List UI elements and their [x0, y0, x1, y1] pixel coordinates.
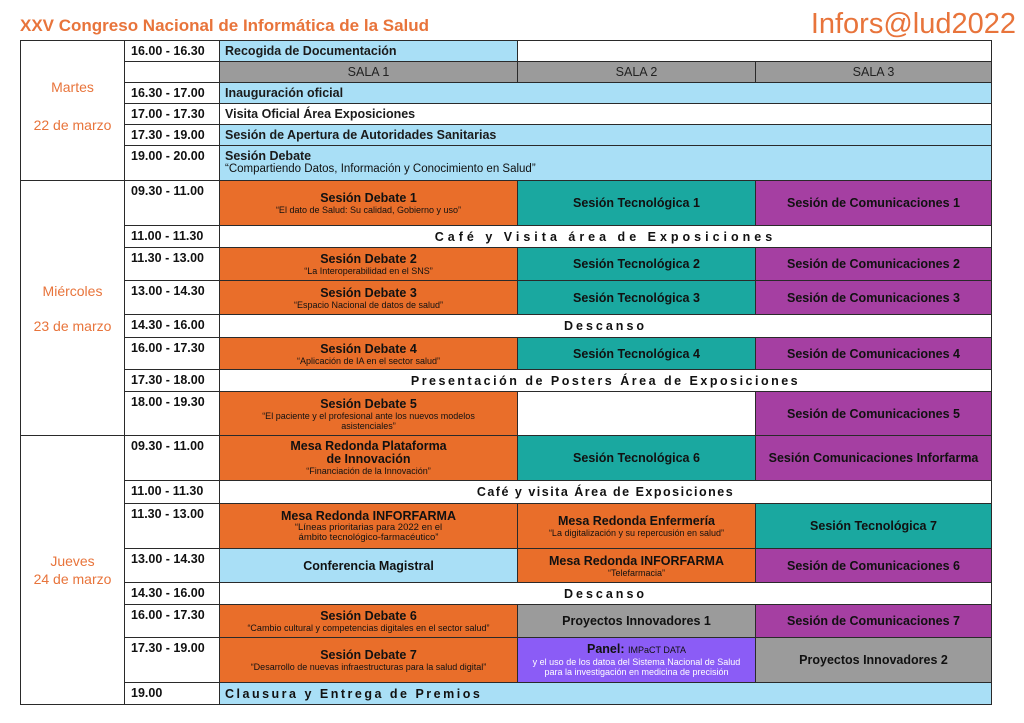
time-slot: 16.00 - 17.30 — [124, 337, 220, 370]
session-debate-6: Sesión Debate 6 “Cambio cultural y competencias digitales en el sector salud” — [219, 604, 518, 638]
time-slot: 19.00 - 20.00 — [124, 145, 220, 181]
break-descanso-thursday: Descanso — [219, 582, 992, 605]
time-slot: 16.00 - 17.30 — [124, 604, 220, 638]
time-slot: 16.00 - 16.30 — [124, 40, 220, 62]
session-comunicaciones-4: Sesión de Comunicaciones 4 — [755, 337, 992, 370]
break-descanso-wednesday: Descanso — [219, 314, 992, 338]
session-comunicaciones-2: Sesión de Comunicaciones 2 — [755, 247, 992, 281]
time-slot: 09.30 - 11.00 — [124, 435, 220, 481]
session-mesa-enfermeria: Mesa Redonda Enfermería “La digitalización y su repercusión en salud” — [517, 503, 756, 549]
session-clausura: Clausura y Entrega de Premios — [219, 682, 992, 705]
time-slot: 09.30 - 11.00 — [124, 180, 220, 226]
room-header-sala3: SALA 3 — [755, 61, 992, 83]
time-slot: 19.00 — [124, 682, 220, 705]
day-date-thursday: 24 de marzo — [33, 571, 112, 587]
session-debate-4: Sesión Debate 4 “Aplicación de IA en el sector salud” — [219, 337, 518, 370]
day-name-wednesday: Miércoles — [42, 283, 103, 299]
time-slot: 13.00 - 14.30 — [124, 280, 220, 315]
brand-logo: Infors@lud2022 — [810, 8, 1016, 40]
time-slot: 11.30 - 13.00 — [124, 503, 220, 549]
session-comunicaciones-5: Sesión de Comunicaciones 5 — [755, 391, 992, 436]
session-tecnologica-6: Sesión Tecnológica 6 — [517, 435, 756, 481]
time-slot: 14.30 - 16.00 — [124, 582, 220, 605]
session-tecnologica-1: Sesión Tecnológica 1 — [517, 180, 756, 226]
session-tecnologica-7: Sesión Tecnológica 7 — [755, 503, 992, 549]
session-comunicaciones-1: Sesión de Comunicaciones 1 — [755, 180, 992, 226]
session-apertura: Sesión de Apertura de Autoridades Sanitarias — [219, 124, 992, 146]
session-mesa-telefarmacia: Mesa Redonda INFORFARMA “Telefarmacia” — [517, 548, 756, 583]
session-debate-7: Sesión Debate 7 “Desarrollo de nuevas infraestructuras para la salud digital” — [219, 637, 518, 683]
session-visita-oficial: Visita Oficial Área Exposiciones — [219, 103, 992, 125]
empty-cell — [517, 40, 992, 62]
empty-cell — [124, 61, 220, 83]
time-slot: 11.30 - 13.00 — [124, 247, 220, 281]
session-debate-3: Sesión Debate 3 “Espacio Nacional de datos de salud” — [219, 280, 518, 315]
session-mesa-inforfarma: Mesa Redonda INFORFARMA “Líneas prioritarias para 2022 en el ámbito tecnológico-farmacéutico” — [219, 503, 518, 549]
session-debate-5: Sesión Debate 5 “El paciente y el profesional ante los nuevos modelos asistenciales” — [219, 391, 518, 436]
session-comunicaciones-3: Sesión de Comunicaciones 3 — [755, 280, 992, 315]
session-conferencia-magistral: Conferencia Magistral — [219, 548, 518, 583]
session-panel-impact: Panel: IMPaCT DATA y el uso de los datoa del Sistema Nacional de Salud para la investigación en medicina de precisión — [517, 637, 756, 683]
time-slot: 18.00 - 19.30 — [124, 391, 220, 436]
break-posters: Presentación de Posters Área de Exposiciones — [219, 369, 992, 392]
empty-cell — [517, 391, 756, 436]
day-cell-wednesday — [20, 180, 125, 436]
session-inauguracion: Inauguración oficial — [219, 82, 992, 104]
session-tecnologica-4: Sesión Tecnológica 4 — [517, 337, 756, 370]
congress-title: XXV Congreso Nacional de Informática de la Salud — [20, 16, 430, 35]
day-cell-thursday — [20, 435, 125, 705]
time-slot: 16.30 - 17.00 — [124, 82, 220, 104]
session-comunicaciones-6: Sesión de Comunicaciones 6 — [755, 548, 992, 583]
session-recogida: Recogida de Documentación — [219, 40, 518, 62]
time-slot: 14.30 - 16.00 — [124, 314, 220, 338]
day-date-tuesday: 22 de marzo — [33, 117, 112, 133]
time-slot: 17.00 - 17.30 — [124, 103, 220, 125]
session-debate-tuesday: Sesión Debate “Compartiendo Datos, Información y Conocimiento en Salud” — [219, 145, 992, 181]
session-comunicaciones-7: Sesión de Comunicaciones 7 — [755, 604, 992, 638]
session-proyectos-innovadores-2: Proyectos Innovadores 2 — [755, 637, 992, 683]
day-date-wednesday: 23 de marzo — [33, 318, 112, 334]
day-name-tuesday: Martes — [51, 79, 94, 95]
session-tecnologica-2: Sesión Tecnológica 2 — [517, 247, 756, 281]
break-cafe-thursday: Café y visita Área de Exposiciones — [219, 480, 992, 504]
break-cafe-wednesday: Café y Visita área de Exposiciones — [219, 225, 992, 248]
room-header-sala1: SALA 1 — [219, 61, 518, 83]
day-name-thursday: Jueves — [50, 553, 95, 569]
session-debate-2: Sesión Debate 2 “La Interoperabilidad en el SNS” — [219, 247, 518, 281]
session-comunicaciones-inforfarma: Sesión Comunicaciones Inforfarma — [755, 435, 992, 481]
time-slot: 17.30 - 19.00 — [124, 124, 220, 146]
session-tecnologica-3: Sesión Tecnológica 3 — [517, 280, 756, 315]
day-cell-tuesday — [20, 40, 125, 181]
time-slot: 17.30 - 18.00 — [124, 369, 220, 392]
session-proyectos-innovadores-1: Proyectos Innovadores 1 — [517, 604, 756, 638]
time-slot: 11.00 - 11.30 — [124, 480, 220, 504]
time-slot: 13.00 - 14.30 — [124, 548, 220, 583]
session-mesa-plataforma: Mesa Redonda Plataforma de Innovación “Financiación de la Innovación” — [219, 435, 518, 481]
session-debate-1: Sesión Debate 1 “El dato de Salud: Su calidad, Gobierno y uso” — [219, 180, 518, 226]
time-slot: 17.30 - 19.00 — [124, 637, 220, 683]
room-header-sala2: SALA 2 — [517, 61, 756, 83]
time-slot: 11.00 - 11.30 — [124, 225, 220, 248]
